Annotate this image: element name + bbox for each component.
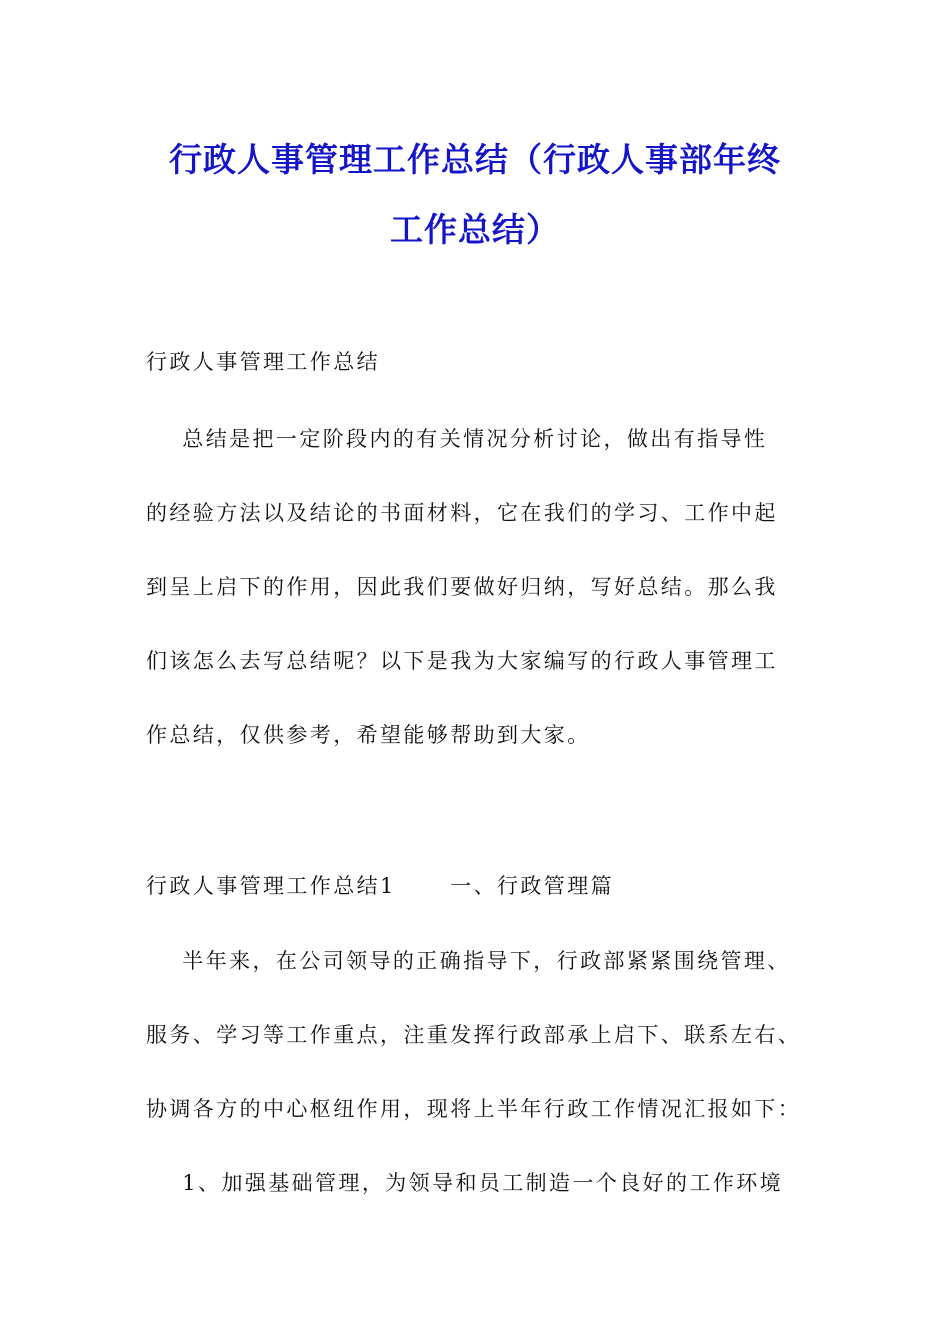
- paragraph-line: 半年来，在公司领导的正确指导下，行政部紧紧围绕管理、: [146, 949, 791, 973]
- paragraph-line: 到呈上启下的作用，因此我们要做好归纳，写好总结。那么我: [146, 575, 778, 599]
- paragraph-line: 总结是把一定阶段内的有关情况分析讨论，做出有指导性: [146, 427, 768, 451]
- paragraph-line: 协调各方的中心枢纽作用，现将上半年行政工作情况汇报如下：: [146, 1097, 802, 1121]
- section-heading-summary-1: 行政人事管理工作总结1 一、行政管理篇: [146, 874, 615, 898]
- paragraph-line: 作总结，仅供参考，希望能够帮助到大家。: [146, 723, 591, 747]
- paragraph-line: 的经验方法以及结论的书面材料，它在我们的学习、工作中起: [146, 501, 778, 525]
- document-title-line-2: 工作总结）: [390, 210, 560, 249]
- section-heading-summary: 行政人事管理工作总结: [146, 350, 380, 374]
- paragraph-line: 服务、学习等工作重点，注重发挥行政部承上启下、联系左右、: [146, 1023, 802, 1047]
- paragraph-line: 们该怎么去写总结呢？以下是我为大家编写的行政人事管理工: [146, 649, 778, 673]
- subsection-heading: 1、加强基础管理，为领导和员工制造一个良好的工作环境: [146, 1171, 784, 1195]
- document-title-line-1: 行政人事管理工作总结（行政人事部年终: [169, 140, 781, 179]
